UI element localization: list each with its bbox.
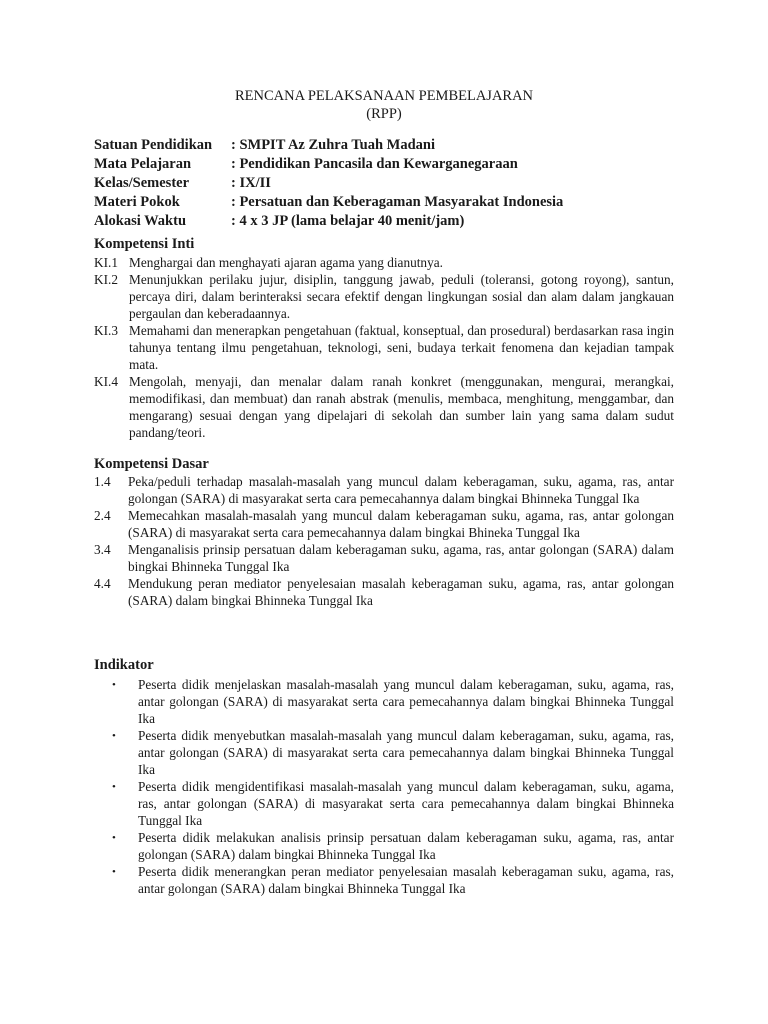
identity-row: [94, 174, 563, 193]
kompetensi-dasar-item: [94, 575, 674, 609]
identity-row: [94, 193, 563, 212]
ki-text: Mengolah, menyaji, dan menalar dalam ranah konkret (menggunakan, mengurai, merangkai, memodifikasi, dan membuat) dan ranah abstrak (menulis, membaca, menghitung, menggambar, dan mengarang) sesuai dengan yang dipelajari di sekolah dan sumber lain yang sama dalam sudut pandang/teori.: [129, 374, 674, 440]
kompetensi-inti-list: [94, 254, 674, 441]
identity-row: [94, 212, 563, 231]
kompetensi-dasar-heading: Kompetensi Dasar: [94, 456, 209, 472]
ki-number: KI.1: [94, 255, 119, 270]
ki-text: Menunjukkan perilaku jujur, disiplin, tanggung jawab, peduli (toleransi, gotong royong), santun, percaya diri, dalam berinteraksi secara efektif dengan lingkungan sosial dan alam dalam jangkauan pergaulan dan keberadaannya.: [129, 272, 674, 321]
ki-number: KI.4: [94, 374, 119, 389]
kompetensi-inti-heading: Kompetensi Inti: [94, 236, 195, 252]
document-title: RENCANA PELAKSANAAN PEMBELAJARAN: [234, 88, 534, 104]
indikator-list: [112, 676, 674, 897]
kd-text: Mendukung peran mediator penyelesaian masalah keberagaman suku, agama, ras, antar golongan (SARA) dalam bingkai Bhinneka Tunggal Ika: [128, 576, 674, 608]
indikator-item: [112, 676, 674, 727]
identity-row: [94, 155, 563, 174]
bullet-icon: •: [112, 866, 116, 878]
indikator-item: [112, 778, 674, 829]
kd-number: 4.4: [94, 576, 111, 591]
identity-value: : SMPIT Az Zuhra Tuah Madani: [231, 137, 436, 153]
indikator-heading: Indikator: [94, 657, 154, 673]
kompetensi-dasar-item: [94, 473, 674, 507]
kompetensi-inti-item: [94, 373, 674, 441]
identity-value: : 4 x 3 JP (lama belajar 40 menit/jam): [231, 213, 465, 229]
ki-text: Menghargai dan menghayati ajaran agama yang dianutnya.: [129, 255, 443, 270]
ki-number: KI.2: [94, 272, 119, 287]
bullet-icon: •: [112, 832, 116, 844]
indikator-text: Peserta didik menerangkan peran mediator penyelesaian masalah keberagaman suku, agama, ras, antar golongan (SARA) dalam bingkai Bhinneka Tunggal Ika: [138, 864, 674, 896]
indikator-item: [112, 829, 674, 863]
kompetensi-inti-item: [94, 254, 674, 271]
identity-value: : Persatuan dan Keberagaman Masyarakat Indonesia: [231, 194, 564, 210]
kd-number: 3.4: [94, 542, 111, 557]
identity-value: : Pendidikan Pancasila dan Kewarganegaraan: [231, 156, 518, 172]
bullet-icon: •: [112, 679, 116, 691]
indikator-text: Peserta didik melakukan analisis prinsip persatuan dalam keberagaman suku, agama, ras, antar golongan (SARA) dalam bingkai Bhinneka Tunggal Ika: [138, 830, 674, 862]
kompetensi-inti-item: [94, 322, 674, 373]
identity-label: Satuan Pendidikan: [94, 137, 213, 153]
kd-number: 2.4: [94, 508, 111, 523]
ki-number: KI.3: [94, 323, 119, 338]
document-title-block: [0, 87, 768, 123]
bullet-icon: •: [112, 781, 116, 793]
identity-label: Mata Pelajaran: [94, 156, 192, 172]
ki-text: Memahami dan menerapkan pengetahuan (faktual, konseptual, dan prosedural) berdasarkan rasa ingin tahunya tentang ilmu pengetahuan, teknologi, seni, budaya terkait fenomena dan kejadian tampak mata.: [129, 323, 674, 372]
kompetensi-dasar-item: [94, 541, 674, 575]
identity-value: : IX/II: [231, 175, 271, 191]
indikator-text: Peserta didik menyebutkan masalah-masalah yang muncul dalam keberagaman, suku, agama, ras, antar golongan (SARA) di masyarakat serta cara pemecahannya dalam bingkai Bhinneka Tunggal Ika: [138, 728, 674, 777]
kompetensi-dasar-item: [94, 507, 674, 541]
kd-text: Memecahkan masalah-masalah yang muncul dalam keberagaman suku, agama, ras, antar golongan (SARA) di masyarakat serta cara pemecahannya dalam bingkai Bhineka Tunggal Ika: [128, 508, 674, 540]
kompetensi-inti-item: [94, 271, 674, 322]
indikator-item: [112, 727, 674, 778]
document-subtitle: (RPP): [366, 106, 402, 122]
kd-text: Menganalisis prinsip persatuan dalam keberagaman suku, agama, ras, antar golongan (SARA) dalam bingkai Bhinneka Tunggal Ika: [128, 542, 674, 574]
identity-row: [94, 136, 563, 155]
kd-number: 1.4: [94, 474, 111, 489]
bullet-icon: •: [112, 730, 116, 742]
kompetensi-dasar-list: [94, 473, 674, 609]
identity-label: Materi Pokok: [94, 194, 180, 210]
indikator-text: Peserta didik menjelaskan masalah-masalah yang muncul dalam keberagaman, suku, agama, ras, antar golongan (SARA) di masyarakat serta cara pemecahannya dalam bingkai Bhinneka Tunggal Ika: [138, 677, 674, 726]
identity-table: [94, 136, 563, 231]
indikator-text: Peserta didik mengidentifikasi masalah-masalah yang muncul dalam keberagaman, suku, agama, ras, antar golongan (SARA) di masyarakat serta cara pemecahannya dalam bingkai Bhinneka Tunggal Ika: [138, 779, 674, 828]
identity-label: Alokasi Waktu: [94, 213, 187, 229]
identity-label: Kelas/Semester: [94, 175, 190, 191]
indikator-item: [112, 863, 674, 897]
kd-text: Peka/peduli terhadap masalah-masalah yang muncul dalam keberagaman, suku, agama, ras, antar golongan (SARA) di masyarakat serta cara pemecahannya dalam bingkai Bhinneka Tunggal Ika: [128, 474, 674, 506]
